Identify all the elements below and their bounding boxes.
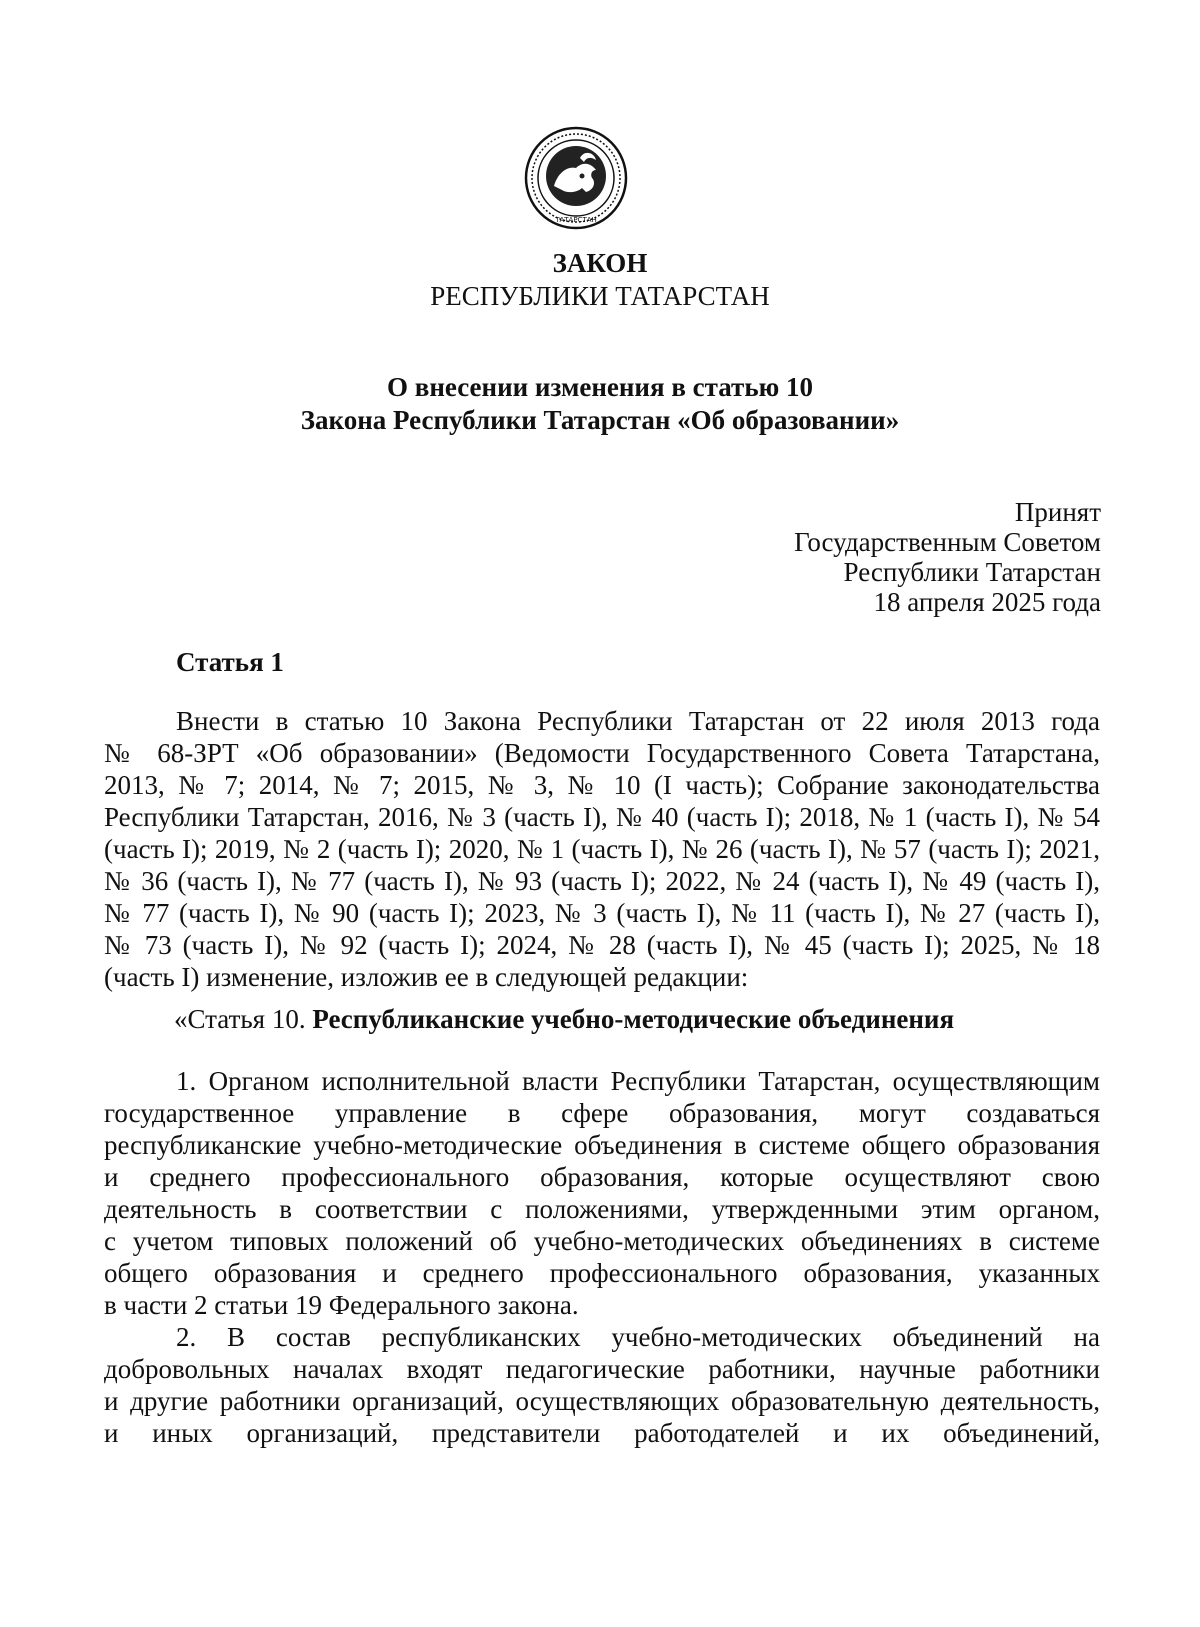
article-1-line: Республики Татарстан, 2016, № 3 (часть I), № 40 (часть I); 2018, № 1 (часть I), № 54 <box>104 802 1100 832</box>
law-republic: РЕСПУБЛИКИ ТАТАРСТАН <box>430 281 770 311</box>
paragraph-2-line: 2. В состав республиканских учебно-методических объединений на <box>176 1322 1100 1352</box>
paragraph-1-line: и среднего профессионального образования, которые осуществляют свою <box>104 1162 1100 1192</box>
paragraph-2-line: и другие работники организаций, осуществляющих образовательную деятельность, <box>104 1386 1100 1416</box>
paragraph-1-line: деятельность в соответствии с положениями, утвержденными этим органом, <box>104 1194 1100 1224</box>
law-subject-line1: О внесении изменения в статью 10 <box>387 372 813 402</box>
paragraph-1-line: общего образования и среднего профессионального образования, указанных <box>104 1258 1100 1288</box>
article-1-body <box>104 705 1100 993</box>
article-10-title: Республиканские учебно-методические объединения <box>312 1004 955 1034</box>
article-10-prefix: «Статья 10. <box>174 1004 313 1034</box>
article-1-line: № 73 (часть I), № 92 (часть I); 2024, № 28 (часть I), № 45 (часть I); 2025, № 18 <box>104 930 1100 960</box>
adopted-date: 18 апреля 2025 года <box>873 587 1101 617</box>
paragraph-1-line: республиканские учебно-методические объединения в системе общего образования <box>104 1130 1100 1160</box>
article-1-line: № 68-ЗРТ «Об образовании» (Ведомости Государственного Совета Татарстана, <box>104 738 1100 768</box>
article-1-line: 2013, № 7; 2014, № 7; 2015, № 3, № 10 (I часть); Собрание законодательства <box>104 770 1100 800</box>
emblem-text: ТАТАРСТАН <box>555 216 597 224</box>
paragraph-1-line: 1. Органом исполнительной власти Республики Татарстан, осуществляющим <box>176 1066 1100 1096</box>
paragraph-2-line: добровольных началах входят педагогические работники, научные работники <box>104 1354 1100 1384</box>
article-1-line: Внести в статью 10 Закона Республики Татарстан от 22 июля 2013 года <box>176 706 1100 736</box>
article-1-line: № 77 (часть I), № 90 (часть I); 2023, № 3 (часть I), № 11 (часть I), № 27 (часть I), <box>104 898 1100 928</box>
tatarstan-emblem-icon <box>524 126 628 230</box>
article-1-line: (часть I) изменение, изложив ее в следующей редакции: <box>104 962 749 992</box>
paragraph-2-line: и иных организаций, представители работодателей и их объединений, <box>104 1418 1100 1448</box>
adopted-line3: Республики Татарстан <box>843 557 1101 587</box>
paragraph-1-line: с учетом типовых положений об учебно-методических объединениях в системе <box>104 1226 1100 1256</box>
article-1-heading: Статья 1 <box>176 647 284 677</box>
paragraph-1-line: государственное управление в сфере образования, могут создаваться <box>104 1098 1100 1128</box>
law-subject-line2: Закона Республики Татарстан «Об образовании» <box>300 405 900 435</box>
article-1-line: № 36 (часть I), № 77 (часть I), № 93 (часть I); 2022, № 24 (часть I), № 49 (часть I), <box>104 866 1100 896</box>
article-1-line: (часть I); 2019, № 2 (часть I); 2020, № 1 (часть I), № 26 (часть I), № 57 (часть I); 2021, <box>104 834 1100 864</box>
adopted-line1: Принят <box>1014 497 1101 527</box>
law-title: ЗАКОН <box>552 248 648 278</box>
article-10-paragraph-1 <box>104 1065 1100 1321</box>
adopted-line2: Государственным Советом <box>794 527 1101 557</box>
paragraph-1-line: в части 2 статьи 19 Федерального закона. <box>104 1290 579 1320</box>
article-10-heading <box>174 1003 954 1036</box>
article-10-paragraph-2 <box>104 1321 1100 1449</box>
